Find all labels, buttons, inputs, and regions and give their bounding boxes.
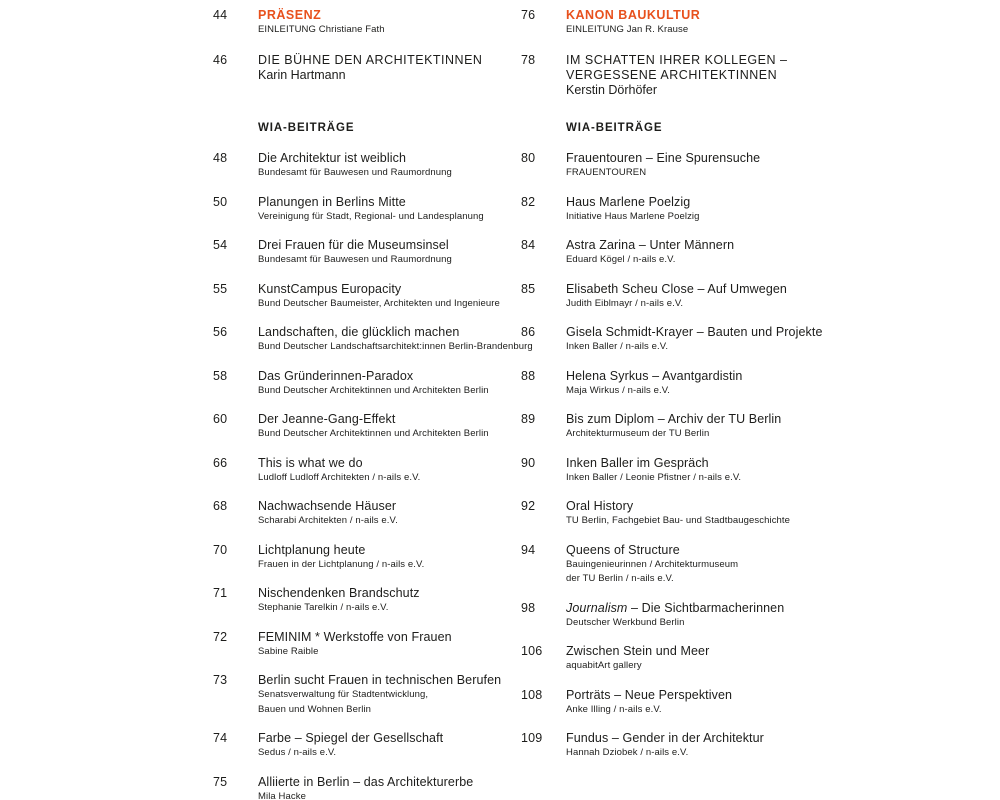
page-number: 86 xyxy=(521,325,536,339)
toc-entry xyxy=(521,324,881,355)
entry-subtitle: TU Berlin, Fachgebiet Bau- und Stadtbaugeschichte xyxy=(566,515,791,526)
entry-title: IM SCHATTEN IHRER KOLLEGEN – xyxy=(566,52,788,67)
intro-section-left xyxy=(213,8,521,121)
toc-entry xyxy=(521,730,881,761)
page-number: 108 xyxy=(521,687,543,702)
toc-entry xyxy=(521,53,881,98)
entry-subtitle: EINLEITUNG Jan R. Krause xyxy=(566,24,689,35)
entry-title: Astra Zarina – Unter Männern xyxy=(566,238,735,252)
entry-body xyxy=(566,498,790,529)
entry-subtitle: Maja Wirkus / n-ails e.V. xyxy=(566,384,671,396)
entry-title: Haus Marlene Poelzig xyxy=(566,194,691,209)
entry-body xyxy=(258,730,443,761)
entry-title: Planungen in Berlins Mitte xyxy=(258,194,406,209)
toc-entry xyxy=(521,498,881,529)
entry-title: DIE BÜHNE DEN ARCHITEKTINNEN xyxy=(258,52,483,67)
entry-subtitle: Initiative Haus Marlene Poelzig xyxy=(566,210,700,222)
entry-subtitle: Bauen und Wohnen Berlin xyxy=(258,703,372,715)
entry-subtitle: FRAUENTOUREN xyxy=(566,167,647,178)
entry-title: Das Gründerinnen-Paradox xyxy=(258,368,414,383)
toc-entry xyxy=(521,455,881,486)
page-number: 88 xyxy=(521,368,536,383)
toc-entry xyxy=(213,368,521,399)
entry-title: Porträts – Neue Perspektiven xyxy=(566,687,733,702)
entry-title: This is what we do xyxy=(258,455,363,470)
entry-title: Nachwachsende Häuser xyxy=(258,499,397,513)
page-number: 72 xyxy=(213,629,228,644)
page-number: 90 xyxy=(521,455,536,470)
entry-subtitle: EINLEITUNG Christiane Fath xyxy=(258,24,385,35)
toc-column-right xyxy=(521,8,881,774)
entry-title: Lichtplanung heute xyxy=(258,542,366,557)
page-number: 71 xyxy=(213,586,228,600)
toc-entry xyxy=(521,411,881,442)
page-number: 48 xyxy=(213,151,228,165)
toc-entry xyxy=(213,455,521,486)
entry-body xyxy=(566,281,787,312)
entry-body xyxy=(566,730,764,761)
entry-title: Elisabeth Scheu Close – Auf Umwegen xyxy=(566,281,787,296)
entry-subtitle: Sedus / n-ails e.V. xyxy=(258,747,337,758)
entry-subtitle: Mila Hacke xyxy=(258,790,306,800)
entry-subtitle: Stephanie Tarelkin / n-ails e.V. xyxy=(258,602,389,613)
entry-subtitle: Bund Deutscher Landschaftsarchitekt:innen Berlin-Brandenburg xyxy=(258,341,533,352)
entry-body xyxy=(258,542,424,573)
entry-body xyxy=(258,774,473,800)
toc-entry xyxy=(521,600,881,631)
entry-subtitle: Bund Deutscher Architektinnen und Architekten Berlin xyxy=(258,384,489,396)
entry-subtitle: Scharabi Architekten / n-ails e.V. xyxy=(258,515,398,526)
entry-author: Kerstin Dörhöfer xyxy=(566,82,658,97)
page-number: 66 xyxy=(213,455,228,470)
entry-subtitle: Inken Baller / n-ails e.V. xyxy=(566,341,669,352)
page-number: 56 xyxy=(213,325,228,339)
page-number: 84 xyxy=(521,238,536,252)
page-number: 85 xyxy=(521,281,536,296)
entry-body xyxy=(258,194,484,225)
toc-entry xyxy=(213,150,521,181)
page-number: 76 xyxy=(521,8,536,22)
entry-title: KunstCampus Europacity xyxy=(258,281,402,296)
entry-subtitle: Hannah Dziobek / n-ails e.V. xyxy=(566,747,689,758)
entry-title: Bis zum Diplom – Archiv der TU Berlin xyxy=(566,412,782,426)
toc-entry xyxy=(521,687,881,718)
entry-body xyxy=(566,368,742,399)
entry-subtitle: Bauingenieurinnen / Architekturmuseum xyxy=(566,558,739,570)
entry-body xyxy=(566,194,700,225)
entry-subtitle: Bundesamt für Bauwesen und Raumordnung xyxy=(258,167,452,178)
entry-subtitle: Bund Deutscher Architektinnen und Architekten Berlin xyxy=(258,428,489,439)
toc-entry xyxy=(521,368,881,399)
entry-body xyxy=(566,53,787,98)
entry-subtitle: der TU Berlin / n-ails e.V. xyxy=(566,573,674,584)
intro-section-right xyxy=(521,8,881,121)
page-number: 82 xyxy=(521,194,536,209)
entry-title: Gisela Schmidt-Krayer – Bauten und Projekte xyxy=(566,325,823,339)
toc-entry xyxy=(521,542,881,587)
page-number: 50 xyxy=(213,194,228,209)
entry-title: Helena Syrkus – Avantgardistin xyxy=(566,368,743,383)
entry-title: Farbe – Spiegel der Gesellschaft xyxy=(258,731,444,745)
entry-author: Karin Hartmann xyxy=(258,67,346,82)
entry-title: Oral History xyxy=(566,499,634,513)
page-number: 55 xyxy=(213,281,228,296)
entry-subtitle: Ludloff Ludloff Architekten / n-ails e.V. xyxy=(258,471,421,483)
entry-title: KANON BAUKULTUR xyxy=(566,8,701,22)
page-number: 68 xyxy=(213,499,228,513)
entry-subtitle: Deutscher Werkbund Berlin xyxy=(566,616,685,628)
entry-title: Nischendenken Brandschutz xyxy=(258,586,420,600)
entry-title: Berlin sucht Frauen in technischen Berufen xyxy=(258,673,502,687)
entry-title: Alliierte in Berlin – das Architekturerbe xyxy=(258,774,474,789)
entry-title-text: – Die Sichtbarmacherinnen xyxy=(627,600,785,615)
page-number: 80 xyxy=(521,151,536,165)
entry-body xyxy=(566,324,823,355)
entry-subtitle: aquabitArt gallery xyxy=(566,660,642,671)
page-number: 92 xyxy=(521,499,536,513)
page-number: 58 xyxy=(213,368,228,383)
page-number: 60 xyxy=(213,412,228,426)
page-number: 78 xyxy=(521,52,536,67)
entry-subtitle: Eduard Kögel / n-ails e.V. xyxy=(566,254,676,265)
entry-title-italic: Journalism xyxy=(566,600,628,615)
toc-entry xyxy=(213,498,521,529)
entry-subtitle: Sabine Raible xyxy=(258,645,319,657)
entry-body xyxy=(258,150,452,181)
page-number: 89 xyxy=(521,412,536,426)
page-number: 54 xyxy=(213,238,228,252)
entry-title: Frauentouren – Eine Spurensuche xyxy=(566,151,761,165)
entry-subtitle: Judith Eiblmayr / n-ails e.V. xyxy=(566,297,684,309)
toc-entry xyxy=(213,585,521,616)
entry-title: Fundus – Gender in der Architektur xyxy=(566,731,764,745)
entry-title: VERGESSENE ARCHITEKTINNEN xyxy=(566,67,778,82)
toc-entry xyxy=(213,411,521,442)
entry-body xyxy=(258,53,482,83)
toc-entry xyxy=(213,194,521,225)
entry-body xyxy=(258,455,420,486)
entry-body xyxy=(258,585,420,616)
entry-subtitle: Bund Deutscher Baumeister, Architekten und Ingenieure xyxy=(258,297,500,309)
entry-body xyxy=(258,411,489,442)
entry-title: FEMINIM * Werkstoffe von Frauen xyxy=(258,629,452,644)
page-number: 98 xyxy=(521,600,536,615)
entry-body xyxy=(566,237,734,268)
entry-body xyxy=(566,542,738,587)
entry-subtitle: Architekturmuseum der TU Berlin xyxy=(566,428,710,439)
toc-entry xyxy=(213,8,521,38)
toc-entry xyxy=(521,8,881,38)
entry-list-right xyxy=(521,150,881,761)
toc-entry xyxy=(213,629,521,660)
page-number: 106 xyxy=(521,644,543,658)
page-number: 73 xyxy=(213,673,228,687)
entry-body xyxy=(566,150,760,181)
toc-entry xyxy=(213,672,521,717)
page-number: 75 xyxy=(213,774,228,789)
entry-title: Queens of Structure xyxy=(566,542,680,557)
toc-entry xyxy=(521,194,881,225)
entry-subtitle: Senatsverwaltung für Stadtentwicklung, xyxy=(258,689,429,700)
toc-entry xyxy=(521,643,881,674)
page-number: 44 xyxy=(213,8,228,22)
entry-title: Drei Frauen für die Museumsinsel xyxy=(258,238,449,252)
entry-title: Die Architektur ist weiblich xyxy=(258,151,406,165)
page-number: 70 xyxy=(213,542,228,557)
toc-entry xyxy=(213,542,521,573)
entry-body xyxy=(258,368,489,399)
toc-entry xyxy=(213,730,521,761)
toc-entry xyxy=(213,237,521,268)
entry-body xyxy=(258,629,452,660)
entry-subtitle: Vereinigung für Stadt, Regional- und Landesplanung xyxy=(258,210,484,222)
entry-subtitle: Anke Illing / n-ails e.V. xyxy=(566,703,662,715)
entry-title: Der Jeanne-Gang-Effekt xyxy=(258,412,396,426)
entry-title: Inken Baller im Gespräch xyxy=(566,455,709,470)
entry-body xyxy=(258,281,500,312)
toc-entry xyxy=(213,53,521,83)
toc-entry xyxy=(521,281,881,312)
section-header-wia-left: WIA-BEITRÄGE xyxy=(258,122,355,134)
entry-body xyxy=(566,600,784,631)
entry-body xyxy=(566,411,781,442)
page-number: 46 xyxy=(213,52,228,67)
entry-title: PRÄSENZ xyxy=(258,8,322,22)
entry-title: Zwischen Stein und Meer xyxy=(566,644,710,658)
page-number: 74 xyxy=(213,731,228,745)
entry-subtitle: Bundesamt für Bauwesen und Raumordnung xyxy=(258,254,452,265)
entry-subtitle: Frauen in der Lichtplanung / n-ails e.V. xyxy=(258,558,425,570)
toc-entry xyxy=(521,150,881,181)
page-number: 109 xyxy=(521,731,543,745)
entry-body xyxy=(258,324,533,355)
entry-body xyxy=(566,455,741,486)
entry-title xyxy=(566,600,784,616)
entry-body xyxy=(258,237,452,268)
entry-body xyxy=(258,8,385,38)
entry-body xyxy=(566,8,700,38)
entry-body xyxy=(258,498,398,529)
toc-entry xyxy=(213,281,521,312)
page-number: 94 xyxy=(521,542,536,557)
entry-body xyxy=(566,687,732,718)
entry-title: Landschaften, die glücklich machen xyxy=(258,325,460,339)
section-header-wia-right: WIA-BEITRÄGE xyxy=(566,122,663,134)
entry-subtitle: Inken Baller / Leonie Pfistner / n-ails e.V. xyxy=(566,471,742,483)
toc-entry xyxy=(213,774,521,800)
toc-entry xyxy=(521,237,881,268)
entry-body xyxy=(566,643,709,674)
entry-body xyxy=(258,672,501,717)
